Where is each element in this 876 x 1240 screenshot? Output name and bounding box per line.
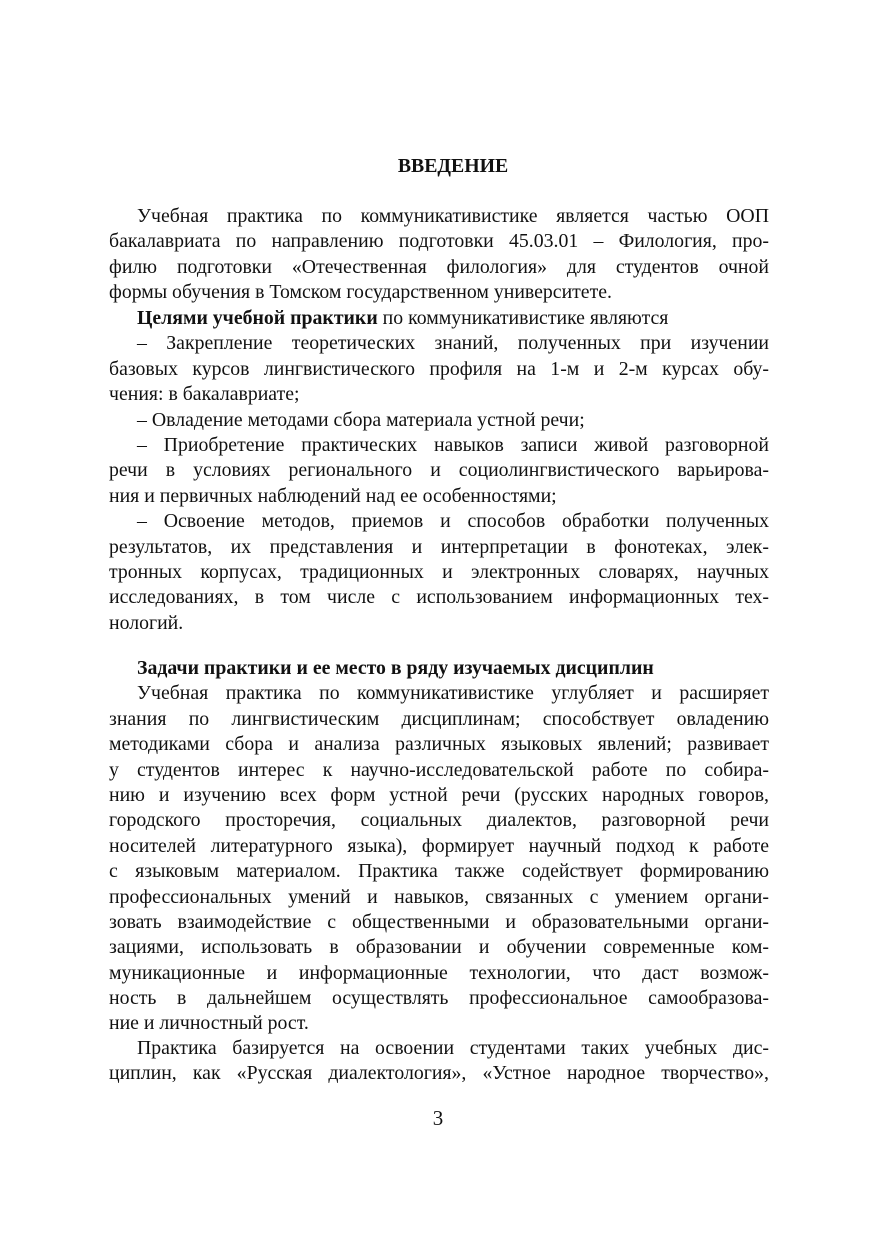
section-heading: Задачи практики и ее место в ряду изучаемых дисциплин [137, 657, 654, 679]
text-line: формы обучения в Томском государственном университете. [109, 281, 612, 304]
text-line: зациями, использовать в образовании и обучении современные ком- [109, 936, 769, 959]
text-line: профессиональных умений и навыков, связанных с умением органи- [109, 885, 769, 908]
intro-paragraph [109, 204, 769, 306]
text-line: ность в дальнейшем осуществлять профессиональное самообразова- [109, 987, 769, 1010]
text-line: ния и первичных наблюдений над ее особенностями; [109, 484, 557, 507]
text-line: ние и личностный рост. [109, 1012, 309, 1035]
text-line: циплин, как «Русская диалектология», «Устное народное творчество», [109, 1062, 769, 1085]
text-line: речи в условиях регионального и социолингвистического варьирова- [109, 459, 769, 482]
text-line: нию и изучению всех форм устной речи (русских народных говоров, [109, 783, 769, 806]
text-line: зовать взаимодействие с общественными и образовательными органи- [109, 910, 769, 933]
goals-heading [109, 306, 769, 331]
goals-section [109, 306, 769, 636]
text-line: филю подготовки «Отечественная филология» для студентов очной [109, 255, 769, 278]
text-line: исследованиях, в том числе с использованием информационных тех- [109, 586, 769, 609]
text-line: результатов, их представления и интерпретации в фонотеках, элек- [109, 535, 769, 558]
text-line: городского просторечия, социальных диалектов, разговорной речи [109, 809, 769, 832]
text-line: – Приобретение практических навыков записи живой разговорной [137, 433, 769, 456]
text-line: тронных корпусах, традиционных и электронных словарях, научных [109, 560, 769, 583]
text-line: – Овладение методами сбора материала устной речи; [137, 408, 585, 431]
text-line: – Освоение методов, приемов и способов обработки полученных [137, 510, 769, 533]
text-line: муникационные и информационные технологии, что даст возмож- [109, 961, 769, 984]
tasks-section [109, 656, 769, 1037]
goals-heading-bold: Целями учебной практики [137, 307, 378, 329]
text-line: с языковым материалом. Практика также содействует формированию [109, 860, 769, 883]
text-line: Учебная практика по коммуникативистике углубляет и расширяет [137, 682, 769, 705]
text-line: методиками сбора и анализа различных языковых явлений; развивает [109, 733, 769, 756]
text-line: у студентов интерес к научно-исследовательской работе по собира- [109, 758, 769, 781]
page-number: 3 [432, 1106, 444, 1130]
text-line: – Закрепление теоретических знаний, полученных при изучении [137, 332, 769, 355]
page-title: ВВЕДЕНИЕ [397, 155, 509, 177]
base-paragraph [109, 1036, 769, 1087]
text-line: чения: в бакалавриате; [109, 383, 300, 406]
text-line: носителей литературного языка), формирует научный подход к работе [109, 834, 769, 857]
goals-heading-rest: по коммуникативистике являются [377, 307, 669, 329]
text-line: Учебная практика по коммуникативистике является частью ООП [137, 205, 769, 227]
text-line: бакалавриата по направлению подготовки 45.03.01 – Филология, про- [109, 230, 769, 253]
text-line: знания по лингвистическим дисциплинам; способствует овладению [109, 707, 769, 730]
text-line: нологий. [109, 611, 184, 634]
text-line: Практика базируется на освоении студентами таких учебных дис- [137, 1037, 769, 1059]
text-line: базовых курсов лингвистического профиля на 1-м и 2-м курсах обу- [109, 357, 769, 380]
